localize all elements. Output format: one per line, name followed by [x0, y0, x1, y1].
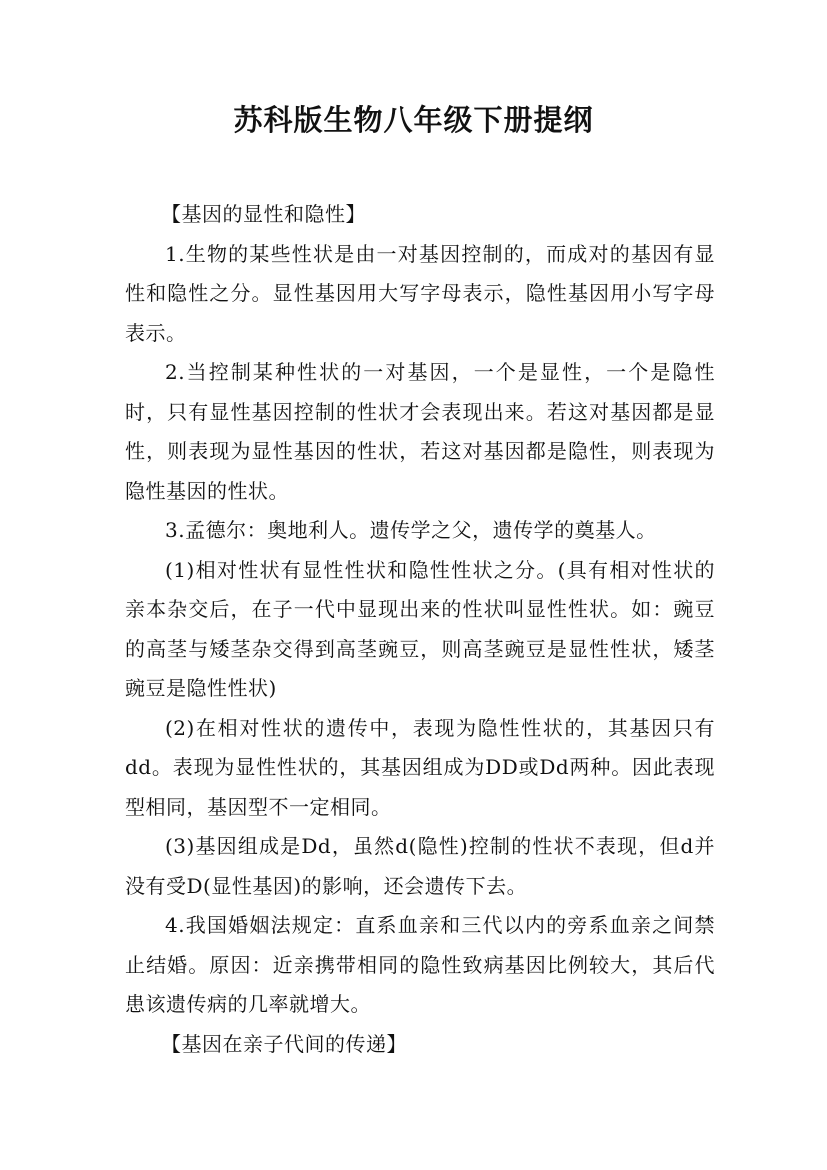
paragraph-1: 1.生物的某些性状是由一对基因控制的，而成对的基因有显性和隐性之分。显性基因用大写字母表示，隐性基因用小写字母表示。 — [125, 241, 715, 345]
section-heading-dominance: 【基因的显性和隐性】 — [161, 202, 366, 226]
paragraph-3: 3.孟德尔：奥地利人。遗传学之父，遗传学的奠基人。 — [165, 518, 657, 542]
paragraph-3-1: (1)相对性状有显性性状和隐性性状之分。(具有相对性状的亲本杂交后，在子一代中显现出来的性状叫显性性状。如：豌豆的高茎与矮茎杂交得到高茎豌豆，则高茎豌豆是显性性状，矮茎豌豆是隐性性状) — [125, 557, 715, 700]
paragraph-3-2: (2)在相对性状的遗传中，表现为隐性性状的，其基因只有dd。表现为显性性状的，其基因组成为DD或Dd两种。因此表现型相同，基因型不一定相同。 — [125, 715, 715, 819]
paragraph-4: 4.我国婚姻法规定：直系血亲和三代以内的旁系血亲之间禁止结婚。原因：近亲携带相同的隐性致病基因比例较大，其后代患该遗传病的几率就增大。 — [125, 913, 715, 1016]
document-title: 苏科版生物八年级下册提纲 — [233, 103, 594, 137]
paragraph-2: 2.当控制某种性状的一对基因，一个是显性，一个是隐性时，只有显性基因控制的性状才会表现出来。若这对基因都是显性，则表现为显性基因的性状，若这对基因都是隐性，则表现为隐性基因的性状。 — [125, 360, 715, 503]
section-heading-transmission: 【基因在亲子代间的传递】 — [161, 1031, 407, 1056]
paragraph-3-3: (3)基因组成是Dd，虽然d(隐性)控制的性状不表现，但d并没有受D(显性基因)的影响，还会遗传下去。 — [125, 834, 715, 898]
document-body — [125, 195, 715, 1064]
